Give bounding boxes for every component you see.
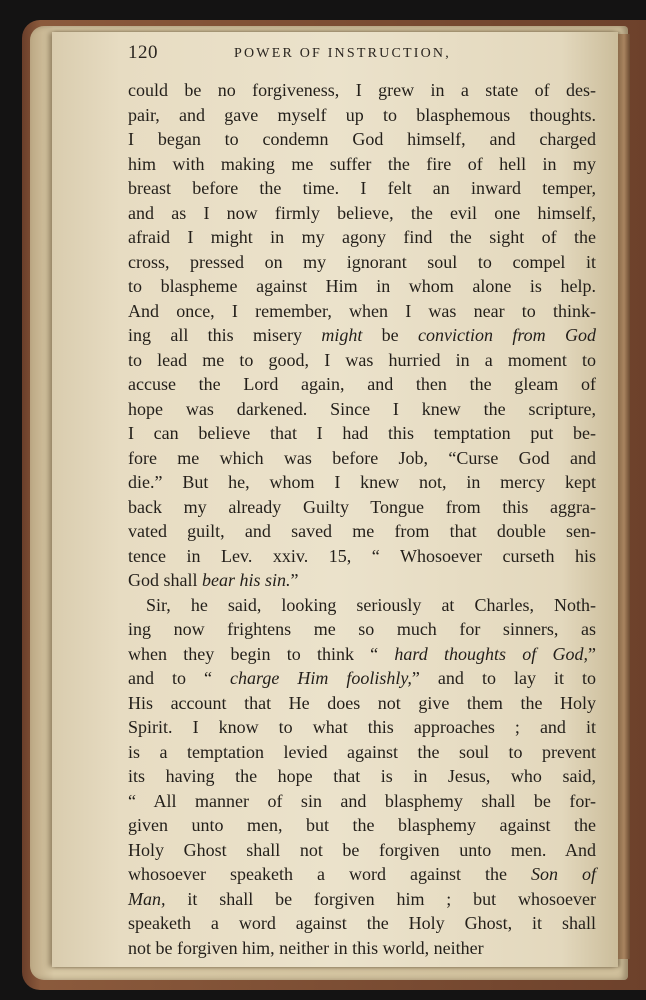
line-text: ing all this misery: [128, 325, 322, 345]
text-line: [128, 691, 596, 716]
line-text: speaketh a word against the Holy Ghost, it shall: [128, 913, 596, 933]
text-line: [128, 152, 596, 177]
text-line: [128, 495, 596, 520]
text-line: [128, 274, 596, 299]
text-line: [128, 176, 596, 201]
line-text: ” and to lay it to: [411, 668, 596, 688]
line-text: cross, pressed on my ignorant soul to compel it: [128, 251, 596, 272]
line-text: And once, I remember, when I was near to think-: [128, 300, 596, 321]
line-text: and to “: [128, 668, 231, 688]
text-line: [128, 103, 596, 128]
italic-text: might: [321, 325, 363, 345]
line-text: accuse the Lord again, and then the gleam of: [128, 374, 596, 394]
line-text: its having the hope that is in Jesus, who said,: [128, 766, 596, 786]
page-gutter-edge: [618, 34, 630, 959]
line-text: to lead me to good, I was hurried in a moment to: [128, 349, 596, 370]
running-title: POWER OF INSTRUCTION,: [234, 46, 451, 61]
italic-text: conviction from God: [418, 325, 596, 345]
text-line: [128, 666, 596, 691]
line-text: given unto men, but the blasphemy against the: [128, 815, 596, 835]
page-number: 120: [128, 42, 158, 63]
line-text: Spirit. I know to what this approaches ; and it: [128, 717, 596, 737]
italic-text: Man,: [128, 888, 166, 909]
text-line: [128, 421, 596, 446]
text-line: [128, 201, 596, 226]
text-line: [128, 519, 596, 544]
line-text: breast before the time. I felt an inward temper,: [128, 178, 596, 198]
text-line: [128, 936, 596, 961]
line-text: die.” But he, whom I knew not, in mercy kept: [128, 472, 596, 492]
text-line: [128, 127, 596, 152]
text-line: [128, 740, 596, 765]
line-text: pair, and gave myself up to blasphemous thoughts.: [128, 104, 596, 125]
text-line: [128, 470, 596, 495]
line-text: not be forgiven him, neither in this world, neither: [128, 937, 484, 958]
text-line: [128, 862, 596, 887]
italic-text: charge Him foolishly,: [230, 668, 412, 688]
text-line: [128, 446, 596, 471]
line-text: vated guilt, and saved me from that double sen-: [128, 521, 596, 541]
running-head: [128, 42, 568, 74]
line-text: Sir, he said, looking seriously at Charles, Noth-: [146, 594, 596, 615]
line-text: and as I now firmly believe, the evil one himself,: [128, 202, 596, 223]
line-text: afraid I might in my agony find the sight of the: [128, 227, 596, 247]
text-line: [128, 225, 596, 250]
line-text: I can believe that I had this temptation put be-: [128, 423, 596, 443]
text-line: [128, 568, 596, 593]
text-line: [128, 323, 596, 348]
italic-text: Son of: [530, 864, 596, 884]
line-text: I began to condemn God himself, and charged: [128, 129, 596, 149]
line-text: ”: [290, 570, 299, 590]
text-line: [128, 911, 596, 936]
text-line: [128, 642, 596, 667]
text-line: [128, 348, 596, 373]
text-line: [128, 299, 596, 324]
text-line: [128, 887, 596, 912]
italic-text: bear his sin.: [202, 570, 291, 590]
text-line: [128, 764, 596, 789]
line-text: it shall be forgiven him ; but whosoever: [165, 888, 596, 909]
text-line: [128, 250, 596, 275]
text-line: [128, 617, 596, 642]
line-text: when they begin to think “: [128, 643, 395, 664]
text-line: [128, 544, 596, 569]
line-text: God shall: [128, 570, 202, 590]
text-line: [128, 813, 596, 838]
line-text: fore me which was before Job, “Curse God and: [128, 447, 596, 468]
line-text: ”: [588, 643, 596, 664]
text-line: [128, 372, 596, 397]
text-line: [128, 838, 596, 863]
line-text: hope was darkened. Since I knew the scripture,: [128, 398, 596, 419]
line-text: him with making me suffer the fire of hell in my: [128, 153, 596, 174]
line-text: whosoever speaketh a word against the: [128, 864, 531, 884]
line-text: back my already Guilty Tongue from this aggra-: [128, 496, 596, 517]
text-line: [128, 78, 596, 103]
text-line: [128, 789, 596, 814]
line-text: His account that He does not give them the Holy: [128, 692, 596, 713]
text-line: [128, 397, 596, 422]
line-text: to blaspheme against Him in whom alone is help.: [128, 276, 596, 296]
line-text: is a temptation levied against the soul to prevent: [128, 741, 596, 762]
text-line: [128, 593, 596, 618]
line-text: “ All manner of sin and blasphemy shall be for-: [128, 790, 596, 811]
text-line: [128, 715, 596, 740]
line-text: tence in Lev. xxiv. 15, “ Whosoever curseth his: [128, 545, 596, 566]
line-text: could be no forgiveness, I grew in a state of des-: [128, 80, 596, 100]
line-text: be: [362, 325, 419, 345]
italic-text: hard thoughts of God,: [394, 643, 588, 664]
line-text: ing now frightens me so much for sinners, as: [128, 619, 596, 639]
line-text: Holy Ghost shall not be forgiven unto men. And: [128, 839, 596, 860]
body-text: [128, 78, 596, 960]
